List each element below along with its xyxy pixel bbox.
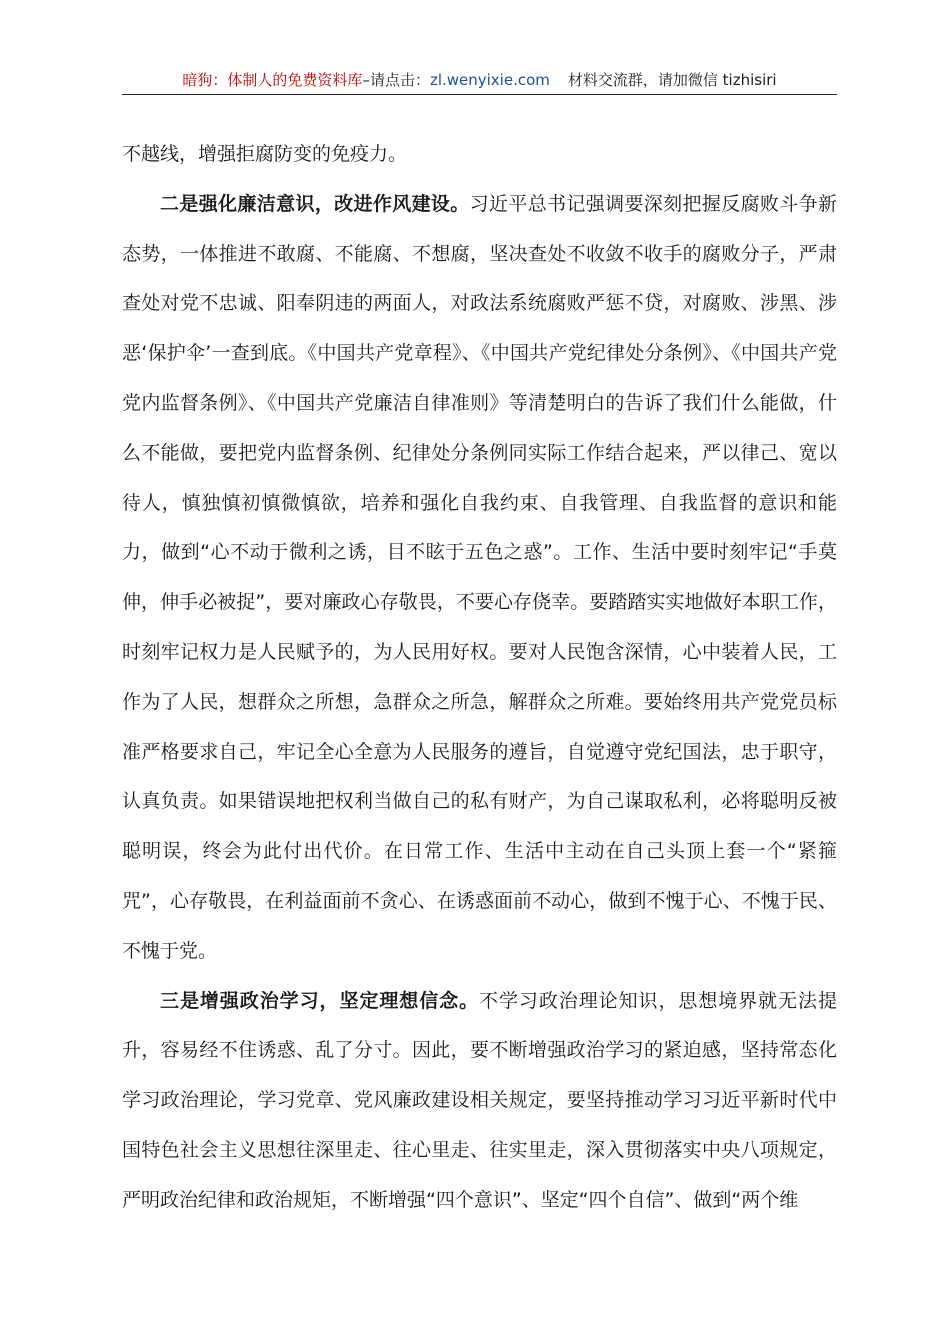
page-header <box>122 70 837 95</box>
paragraph-three <box>122 977 837 1226</box>
header-url-link[interactable]: zl.wenyixie.com <box>429 71 550 89</box>
paragraph-continuation <box>122 130 837 180</box>
paragraph-text: 习近平总书记强调要深刻把握反腐败斗争新态势，一体推进不敢腐、不能腐、不想腐，坚决查处不收敛不收手的腐败分子，严肃查处对党不忠诚、阳奉阴违的两面人，对政法系统腐败严惩不贷，对腐败、涉黑、涉恶‘保护伞’一查到底。《中国共产党章程》、《中国共产党纪律处分条例》、《中国共产党党内监督条例》、《中国共产党廉洁自律准则》等清楚明白的告诉了我们什么能做，什么不能做，要把党内监督条例、纪律处分条例同实际工作结合起来，严以律己、宽以待人，慎独慎初慎微慎欲，培养和强化自我约束、自我管理、自我监督的意识和能力，做到“心不动于微利之诱，目不眩于五色之惑”。工作、生活中要时刻牢记“手莫伸，伸手必被捉”，要对廉政心存敬畏，不要心存侥幸。要踏踏实实地做好本职工作，时刻牢记权力是人民赋予的，为人民用好权。要对人民饱含深情，心中装着人民，工作为了人民，想群众之所想，急群众之所急，解群众之所难。要始终用共产党党员标准严格要求自己，牢记全心全意为人民服务的遵旨，自觉遵守党纪国法，忠于职守，认真负责。如果错误地把权利当做自己的私有财产，为自己谋取私利，必将聪明反被聪明误，终会为此付出代价。在日常工作、生活中主动在自己头顶上套一个“紧箍咒”，心存敬畏，在利益面前不贪心、在诱惑面前不动心，做到不愧于心、不愧于民、不愧于党。 <box>122 192 837 962</box>
paragraph-text: 不学习政治理论知识，思想境界就无法提升，容易经不住诱惑、乱了分寸。因此，要不断增强政治学习的紧迫感，坚持常态化学习政治理论，学习党章、党风廉政建设相关规定，要坚持推动学习习近平新时代中国特色社会主义思想往深里走、往心里走、往实里走，深入贯彻落实中央八项规定，严明政治纪律和政治规矩，不断增强“四个意识”、坚定“四个自信”、做到“两个维 <box>122 989 837 1211</box>
document-body <box>122 130 837 1226</box>
header-click-label: –请点击： <box>362 71 430 89</box>
header-wechat-note: 材料交流群，请加微信 tizhisiri <box>567 71 777 89</box>
paragraph-two <box>122 180 837 977</box>
header-site-name: 暗狗：体制人的免费资料库 <box>182 71 363 89</box>
paragraph-text: 不越线，增强拒腐防变的免疫力。 <box>122 143 408 165</box>
paragraph-lead-heading: 三是增强政治学习，坚定理想信念。 <box>160 989 480 1012</box>
paragraph-lead-heading: 二是强化廉洁意识，改进作风建设。 <box>160 192 470 215</box>
